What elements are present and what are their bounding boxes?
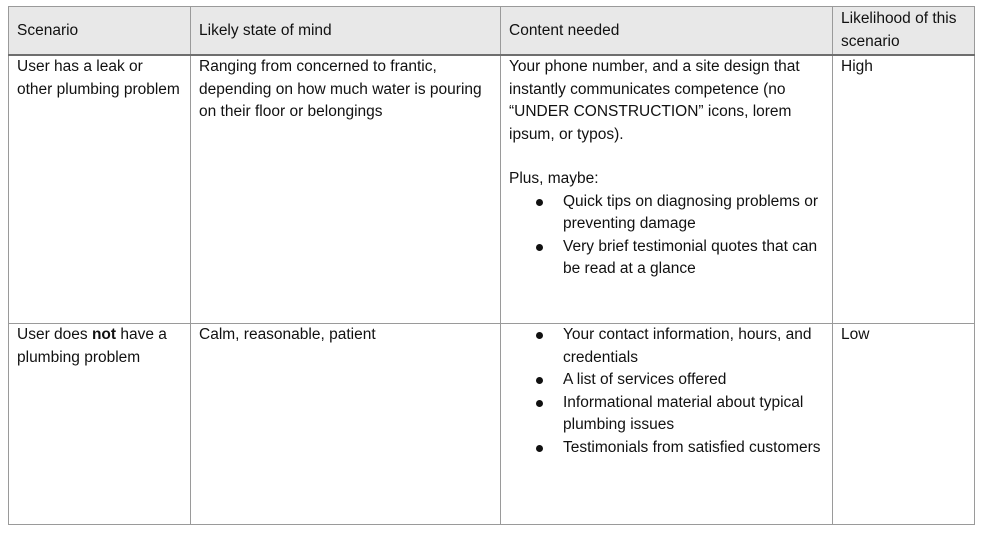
content-intro: Your phone number, and a site design that instantly communicates competence (no “UNDER CONSTRUCTION” icons, lorem ipsum, or typos). [509,58,800,143]
scenario-suffix: have a plumbing problem [17,326,167,366]
header-scenario: Scenario [9,7,191,56]
cell-likelihood: Low [833,324,975,525]
cell-content-needed [501,324,833,525]
header-state-of-mind: Likely state of mind [191,7,501,56]
cell-state-of-mind: Ranging from concerned to frantic, depending on how much water is pouring on their floor or belongings [191,55,501,324]
bullet-icon [536,244,543,251]
scenario-table [8,6,975,525]
list-item-text: Very brief testimonial quotes that can be read at a glance [563,237,818,277]
cell-likelihood: High [833,55,975,324]
list-item-text: A list of services offered [563,371,727,388]
cell-content-needed [501,55,833,324]
header-row [9,7,975,56]
header-likelihood: Likelihood of this scenario [833,7,975,56]
list-item [563,324,824,369]
bullet-icon [536,332,543,339]
bullet-icon [536,199,543,206]
bullet-icon [536,445,543,452]
content-bullet-list [509,324,824,459]
list-item [563,437,824,460]
cell-scenario [9,324,191,525]
list-item-text: Informational material about typical plumbing issues [563,393,804,433]
cell-scenario: User has a leak or other plumbing problem [9,55,191,324]
table-row [9,324,975,525]
header-content-needed: Content needed [501,7,833,56]
bullet-icon [536,400,543,407]
list-item [563,392,824,437]
list-item-text: Quick tips on diagnosing problems or preventing damage [563,192,819,232]
content-bullet-list [509,191,824,281]
table-row [9,55,975,324]
bullet-icon [536,377,543,384]
list-item [563,191,824,236]
list-item-text: Your contact information, hours, and credentials [563,326,812,366]
list-item [563,236,824,281]
scenario-prefix: User does [17,326,92,343]
list-item [563,369,824,392]
list-item-text: Testimonials from satisfied customers [563,438,821,456]
scenario-emphasis: not [91,326,117,343]
content-plus-label: Plus, maybe: [509,170,599,187]
cell-state-of-mind: Calm, reasonable, patient [191,324,501,525]
